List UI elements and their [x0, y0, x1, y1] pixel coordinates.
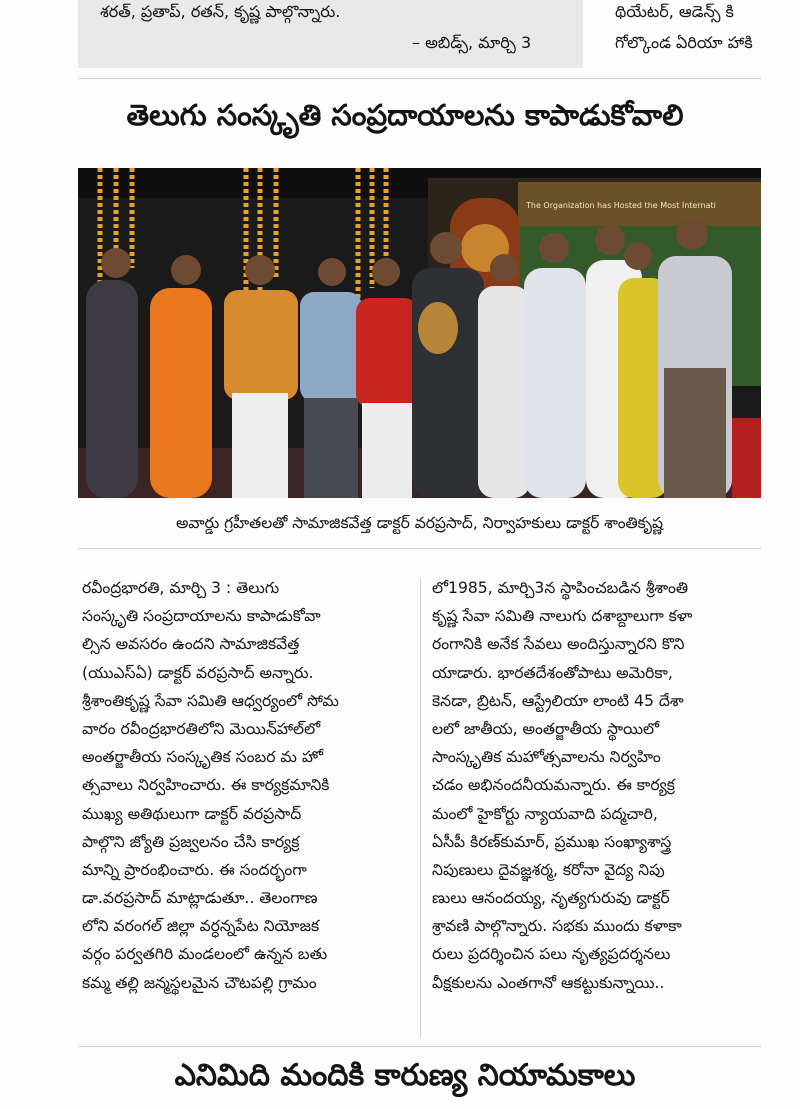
- body-line: కృష్ణ సేవా సమితి నాలుగు దశాబ్దాలుగా కళా: [432, 607, 693, 626]
- body-line: సంస్కృతి సంప్రదాయాలను కాపాడుకోవా: [82, 607, 321, 626]
- article-body-column-2: [432, 574, 762, 997]
- body-line: ణులు ఆనందయ్య, నృత్యగురువు డాక్టర్: [432, 889, 670, 908]
- body-line: పాల్గొని జ్యోతి ప్రజ్వలనం చేసి కార్యక్ర: [82, 832, 300, 851]
- event-photo: [78, 168, 761, 498]
- body-line: చడం అభినందనీయమన్నారు. ఈ కార్యక్ర: [432, 776, 675, 795]
- body-line: డా.వరప్రసాద్ మాట్లాడుతూ.. తెలంగాణ: [82, 889, 318, 908]
- next-article-headline: ఎనిమిది మందికి కారుణ్య నియామకాలు: [174, 1058, 636, 1093]
- body-line: లోని వరంగల్ జిల్లా వర్ధన్నపేట నియోజక: [82, 917, 320, 936]
- body-line: మంలో హైకోర్టు న్యాయవాది పద్మచారి,: [432, 804, 658, 823]
- body-line: (యుఎస్ఏ) డాక్టర్ వరప్రసాద్ అన్నారు.: [82, 663, 314, 682]
- body-line: మాన్ని ప్రారంభించారు. ఈ సందర్భంగా: [82, 860, 307, 879]
- body-line: రంగానికి అనేక సేవలు అందిస్తున్నారని కొని: [432, 635, 685, 654]
- body-line: నిపుణులు దైవజ్ఞశర్మ, కరోనా వైద్య నిపు: [432, 860, 665, 879]
- body-line: రులు ప్రదర్శించిన పలు నృత్యప్రదర్శనలు: [432, 945, 671, 964]
- body-line: లలో జాతీయ, అంతర్జాతీయ స్థాయిలో: [432, 719, 660, 738]
- body-line: ల్సిన అవసరం ఉందని సామాజికవేత్త: [82, 635, 300, 654]
- previous-article-dateline: – అబిడ్స్, మార్చి 3: [412, 33, 532, 52]
- caption-divider: [78, 548, 761, 549]
- section-divider: [78, 1046, 761, 1047]
- body-line: ముఖ్య అతిథులుగా డాక్టర్ వరప్రసాద్: [82, 804, 302, 823]
- column-divider: [420, 578, 421, 1038]
- article-body-column-1: [82, 574, 412, 997]
- photo-caption: అవార్డు గ్రహీతలతో సామాజికవేత్త డాక్టర్ వరప్రసాద్, నిర్వాహకులు డాక్టర్ శాంతికృష్ణ: [175, 514, 664, 532]
- body-line: వీక్షకులను ఎంతగానో ఆకట్టుకున్నాయి..: [432, 973, 665, 992]
- adjacent-column-line-1: థియేటర్, ఆడెన్స్ కి: [615, 2, 734, 21]
- backdrop-banner-text: The Organization has Hosted the Most Internati: [526, 201, 716, 210]
- body-line: యాడారు. భారతదేశంతోపాటు అమెరికా,: [432, 663, 673, 682]
- body-line: త్సవాలు నిర్వహించారు. ఈ కార్యక్రమానికి: [82, 776, 330, 795]
- article-headline: తెలుగు సంస్కృతి సంప్రదాయాలను కాపాడుకోవాలి: [126, 98, 684, 132]
- body-line: సాంస్కృతిక మహోత్సవాలను నిర్వహిం: [432, 748, 661, 767]
- body-line: కమ్మ తల్లి జన్మస్థలమైన చౌటపల్లి గ్రామం: [82, 973, 317, 992]
- section-divider: [78, 78, 761, 79]
- body-line: ఏసీపీ కిరణ్‌కుమార్, ప్రముఖ సంఖ్యాశాస్త్ర: [432, 832, 672, 851]
- body-line: అంతర్జాతీయ సంస్కృతిక సంబర మ హో: [82, 748, 323, 767]
- body-line: వర్గం పర్వతగిరి మండలంలో ఉన్నన బతు: [82, 945, 328, 964]
- body-line: శ్రావణి పాల్గొన్నారు. సభకు ముందు కళాకా: [432, 917, 682, 936]
- body-line: లో1985, మార్చి3న స్థాపించబడిన శ్రీశాంతి: [432, 579, 689, 597]
- adjacent-column-line-2: గోల్కొండ ఏరియా హాకి: [615, 33, 753, 52]
- previous-article-last-line: శరత్, ప్రతాప్, రతన్, కృష్ణ పాల్గొన్నారు.: [100, 2, 341, 21]
- body-line: శ్రీశాంతికృష్ణ సేవా సమితి ఆధ్వర్యంలో సోమ: [82, 691, 339, 710]
- body-line: రవీంద్రభారతి, మార్చి 3 : తెలుగు: [82, 579, 280, 597]
- body-line: వారం రవీంద్రభారతిలోని మెయిన్‌హాల్‌లో: [82, 719, 321, 738]
- body-line: కెనడా, బ్రిటన్, ఆస్ట్రేలియా లాంటి 45 దేశా: [432, 691, 684, 710]
